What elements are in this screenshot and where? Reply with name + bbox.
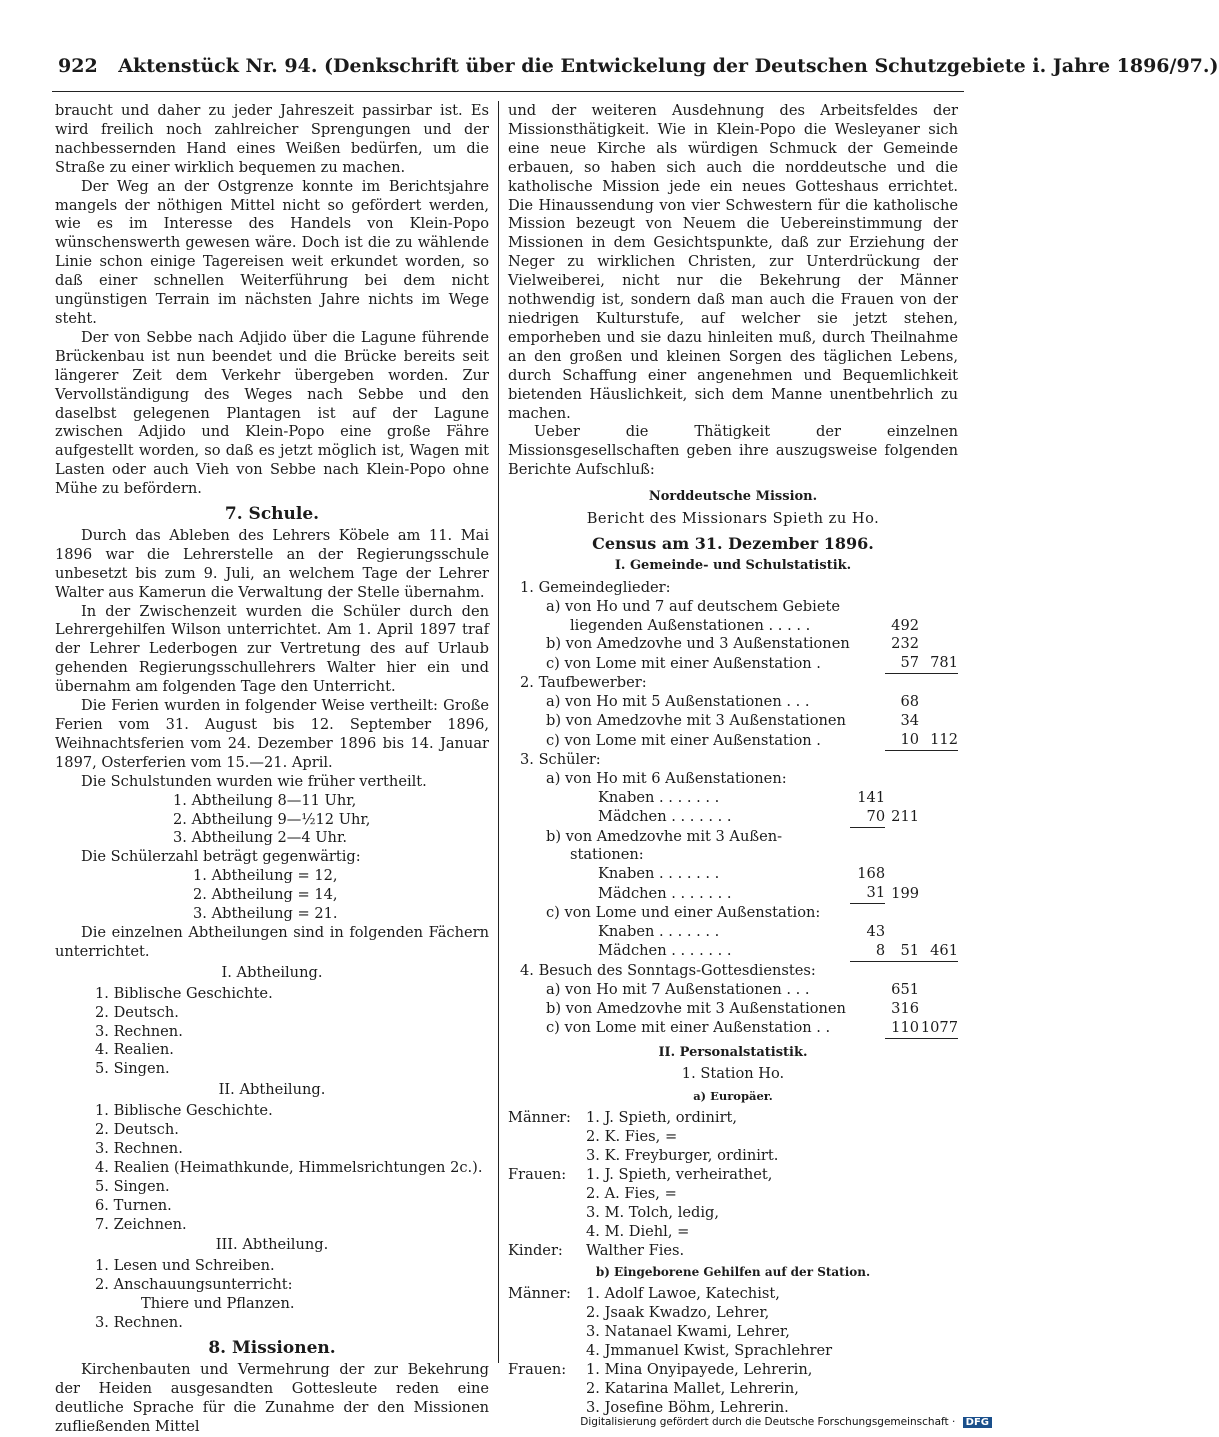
value-cell: 31 [850, 884, 885, 903]
schedule-list [55, 792, 489, 849]
row-label: c) von Lome mit einer Außenstation . [546, 731, 821, 749]
person-name: 2. K. Fies, = [586, 1128, 678, 1146]
table-row [508, 654, 958, 673]
list-item [508, 1128, 958, 1147]
table-row [508, 904, 958, 923]
list-item [508, 1361, 958, 1380]
row-label: liegenden Außenstationen . . . . . [570, 616, 811, 634]
student-count-list [55, 867, 489, 924]
station-heading: 1. Station Ho. [681, 1065, 785, 1083]
subject-list [55, 985, 489, 1080]
value-cell: 141 [857, 788, 886, 806]
table-row [508, 865, 958, 884]
table-row [508, 981, 958, 1000]
list-item [508, 1166, 958, 1185]
census-heading: Census am 31. Dezember 1896. [592, 533, 874, 553]
person-name: 1. Mina Onyipayede, Lehrerin, [586, 1361, 813, 1378]
section-heading-missionen: 8. Missionen. [208, 1338, 336, 1358]
row-label: Mädchen . . . . . . . [598, 884, 732, 902]
paragraph: In der Zwischenzeit wurden die Schüler durch den Lehrergehilfen Wilson unterrichtet. Am 1. April 1897 traf der Lehrer Lederbogen zur Vertretung des auf Urlaub gehenden Regierungsschullehrers Walter hier ein und übernahm am folgenden Tage den Unterricht. [55, 602, 489, 696]
role-label [508, 1399, 586, 1418]
table-row [508, 635, 958, 654]
role-label: Männer: [508, 1285, 571, 1303]
role-label [508, 1204, 586, 1223]
list-item: 7. Zeichnen. [95, 1215, 187, 1233]
list-item: 2. Abtheilung 9—½12 Uhr, [173, 810, 371, 828]
role-label: Kinder: [508, 1241, 563, 1259]
total-cell: 461 [919, 942, 958, 961]
row-label: b) von Amedzovhe mit 3 Außenstationen [546, 999, 846, 1017]
dfg-logo: DFG [963, 1417, 992, 1428]
value-cell: 316 [891, 999, 920, 1017]
person-name: 3. M. Tolch, ledig, [586, 1203, 719, 1221]
europeans-list [508, 1109, 958, 1260]
table-row [508, 1019, 958, 1038]
role-label [508, 1323, 586, 1342]
value-cell: 43 [866, 923, 886, 941]
table-row [508, 598, 958, 617]
person-name: 1. Adolf Lawoe, Katechist, [586, 1285, 780, 1303]
list-item [508, 1109, 958, 1128]
person-name: 4. M. Diehl, = [586, 1222, 690, 1240]
list-item: 5. Singen. [95, 1177, 170, 1195]
table-row [508, 942, 958, 961]
role-label [508, 1304, 586, 1323]
mission-heading: Norddeutsche Mission. [648, 489, 818, 505]
value-cell: 110 [885, 1019, 919, 1038]
person-name: 1. J. Spieth, ordinirt, [586, 1109, 738, 1127]
row-label: stationen: [570, 846, 644, 864]
column-divider [498, 101, 499, 1363]
value-cell: 51 [885, 942, 919, 961]
row-label: Mädchen . . . . . . . [598, 808, 732, 826]
table-row [508, 731, 958, 750]
list-item: 2. Deutsch. [95, 1003, 179, 1021]
person-name: 4. Jmmanuel Kwist, Sprachlehrer [586, 1342, 833, 1360]
group-title: 4. Besuch des Sonntags-Gottesdienstes: [520, 961, 816, 979]
table-row [508, 712, 958, 731]
paragraph: Der von Sebbe nach Adjido über die Lagune führende Brückenbau ist nun beendet und die Brücke bereits seit längerer Zeit dem Verkehr übergeben worden. Zur Vervollständigung des Weges nach Sebbe und den daselbst gelegenen Plantagen ist auf der Lagune zwischen Adjido und Klein-Popo eine große Fähre aufgestellt worden, so daß es jetzt möglich ist, Wagen mit Lasten oder auch Vieh von Sebbe nach Klein-Popo ohne Mühe zu befördern. [55, 328, 489, 498]
right-column [508, 102, 958, 1418]
group-title: 3. Schüler: [520, 750, 601, 768]
value-cell: 492 [891, 616, 920, 634]
subject-heading: II. Abtheilung. [218, 1081, 326, 1099]
assistants-list [508, 1285, 958, 1417]
list-item [508, 1342, 958, 1361]
page-number: 922 [58, 55, 98, 77]
table-row [508, 961, 958, 980]
paragraph: Die Ferien wurden in folgender Weise vertheilt: Große Ferien vom 31. August bis 12. September 1896, Weihnachtsferien vom 24. Dezember 1896 bis 14. Januar 1897, Osterferien vom 15.—21. April. [55, 697, 489, 771]
row-label: c) von Lome mit einer Außenstation . . [546, 1019, 831, 1037]
list-item: 2. Deutsch. [95, 1121, 179, 1139]
role-label [508, 1342, 586, 1361]
section-heading-schule: 7. Schule. [224, 504, 320, 525]
footer-text: Digitalisierung gefördert durch die Deutsche Forschungsgemeinschaft · [580, 1416, 956, 1428]
list-item: 2. Abtheilung = 14, [193, 886, 338, 904]
list-item: 4. Realien (Heimathkunde, Himmelsrichtungen 2c.). [95, 1158, 483, 1176]
value-cell [919, 617, 958, 636]
subject-heading: III. Abtheilung. [215, 1236, 329, 1254]
role-label: Frauen: [508, 1165, 567, 1183]
row-label: b) von Amedzovhe mit 3 Außen- [546, 827, 783, 845]
list-item [508, 1304, 958, 1323]
list-item: 1. Biblische Geschichte. [95, 984, 273, 1002]
list-item [508, 1380, 958, 1399]
list-item [508, 1323, 958, 1342]
person-name: 3. Natanael Kwami, Lehrer, [586, 1323, 790, 1341]
list-item [508, 1185, 958, 1204]
value-cell: 34 [900, 712, 920, 730]
page-header [58, 55, 1219, 89]
row-label: b) von Amedzovhe mit 3 Außenstationen [546, 712, 846, 730]
value-cell: 199 [891, 884, 920, 902]
value-cell [850, 617, 885, 636]
value-cell: 651 [891, 980, 920, 998]
list-item [508, 1242, 958, 1261]
table-row [508, 617, 958, 636]
table-row [508, 674, 958, 693]
list-item [508, 1204, 958, 1223]
digitization-footer [580, 1416, 992, 1428]
table-row [508, 750, 958, 769]
paragraph: Ueber die Thätigkeit der einzelnen Missionsgesellschaften geben ihre auszugsweise folgenden Berichte Aufschluß: [508, 423, 958, 479]
table-row [508, 846, 958, 865]
person-name: 3. K. Freyburger, ordinirt. [586, 1147, 779, 1165]
table-row [508, 1000, 958, 1019]
group-title: 2. Taufbewerber: [520, 674, 647, 692]
table-row [508, 808, 958, 827]
row-label: Knaben . . . . . . . [598, 923, 720, 941]
role-label [508, 1185, 586, 1204]
list-item: 6. Turnen. [95, 1196, 172, 1214]
list-item: 1. Abtheilung 8—11 Uhr, [173, 791, 357, 809]
role-label [508, 1380, 586, 1399]
left-column [55, 102, 489, 1437]
person-name: 2. Jsaak Kwadzo, Lehrer, [586, 1304, 770, 1322]
paragraph: Die einzelnen Abtheilungen sind in folgenden Fächern unterrichtet. [55, 923, 489, 960]
table-row [508, 827, 958, 846]
total-cell: 1077 [919, 1019, 958, 1038]
list-item [508, 1399, 958, 1418]
value-cell: 10 [885, 731, 919, 750]
role-label [508, 1223, 586, 1242]
table-row [508, 789, 958, 808]
row-label: b) von Amedzovhe und 3 Außenstationen [546, 635, 850, 653]
value-cell: 8 [850, 942, 885, 961]
list-item [508, 1147, 958, 1166]
value-cell: 211 [891, 808, 920, 826]
person-name: Walther Fies. [586, 1241, 685, 1259]
role-label: Männer: [508, 1109, 571, 1127]
statistics-heading: I. Gemeinde- und Schulstatistik. [614, 557, 852, 573]
paragraph: und der weiteren Ausdehnung des Arbeitsfeldes der Missionsthätigkeit. Wie in Klein-Popo die Wesleyaner sich eine neue Kirche als würdigen Schmuck der Gemeinde erbauen, so haben sich auch die norddeutsche und die katholische Mission jede ein neues Gotteshaus errichtet. Die Hinaussendung von vier Schwestern für die katholische Mission bezeugt von Neuem die Uebereinstimmung der Missionen in dem Gesichtspunkte, daß zur Erziehung der Neger zu wirklichen Christen, zur Unterdrückung der Vielweiberei, nicht nur die Bekehrung der Männer nothwendig ist, sondern daß man auch die Frauen von der niedrigen Kulturstufe, auf welcher sie jetzt stehen, emporheben und sie dazu hinleiten muß, durch Theilnahme an den großen und kleinen Sorgen des täglichen Lebens, durch Schaffung einer angenehmen und Bequemlichkeit bietenden Häuslichkeit, sich dem Manne unentbehrlich zu machen. [508, 102, 958, 422]
paragraph: Die Schulstunden wurden wie früher vertheilt. [81, 772, 427, 790]
role-label [508, 1128, 586, 1147]
row-label: a) von Ho mit 5 Außenstationen . . . [546, 693, 810, 711]
list-item [508, 1285, 958, 1304]
group-title: 1. Gemeindeglieder: [520, 578, 671, 596]
list-item [508, 1223, 958, 1242]
row-label: c) von Lome mit einer Außenstation . [546, 654, 821, 672]
row-label: a) von Ho mit 6 Außenstationen: [546, 769, 787, 787]
list-item: 1. Abtheilung = 12, [193, 867, 338, 885]
row-label: c) von Lome und einer Außenstation: [546, 904, 821, 922]
paragraph: Der Weg an der Ostgrenze konnte im Berichtsjahre mangels der nöthigen Mittel nicht so gefördert werden, wie es im Interesse des Handels von Klein-Popo wünschenswerth gewesen wäre. Doch ist die zu wählende Linie schon einige Tagereisen weit erkundet worden, so daß einer schnellen Weiterführung bei dem nicht ungünstigen Terrain im nächsten Jahre nichts im Wege steht. [55, 177, 489, 327]
row-label: a) von Ho mit 7 Außenstationen . . . [546, 980, 810, 998]
paragraph: Kirchenbauten und Vermehrung der zur Bekehrung der Heiden ausgesandten Gottesleute reden eine deutliche Sprache für die Zunahme der den Missionen zufließenden Mittel [55, 1360, 489, 1435]
table-row [508, 770, 958, 789]
subject-list [55, 1102, 489, 1234]
total-cell: 781 [919, 654, 958, 673]
total-cell: 112 [919, 731, 958, 750]
table-row [508, 579, 958, 598]
table-row [508, 693, 958, 712]
list-item: 3. Abtheilung 2—4 Uhr. [173, 829, 347, 847]
row-label: a) von Ho und 7 auf deutschem Gebiete [546, 597, 840, 615]
assistants-heading: b) Eingeborene Gehilfen auf der Station. [595, 1265, 871, 1280]
value-cell: 70 [850, 808, 885, 827]
list-item: 5. Singen. [95, 1060, 170, 1078]
paragraph: braucht und daher zu jeder Jahreszeit passirbar ist. Es wird freilich noch zahlreicher Sprengungen und der nachbessernden Hand eines Weißen bedürfen, um die Straße zu einer wirklich bequemen zu machen. [55, 102, 489, 176]
statistics-heading: II. Personalstatistik. [658, 1044, 808, 1060]
value-cell: 168 [857, 865, 886, 883]
census-table [508, 579, 958, 1039]
paragraph: Die Schülerzahl beträgt gegenwärtig: [81, 848, 361, 866]
row-label: Knaben . . . . . . . [598, 788, 720, 806]
subject-list [55, 1257, 489, 1333]
person-name: 3. Josefine Böhm, Lehrerin. [586, 1398, 789, 1416]
paragraph: Durch das Ableben des Lehrers Köbele am 11. Mai 1896 war die Lehrerstelle an der Regierungsschule unbesetzt bis zum 9. Juli, an welchem Tage der Lehrer Walter aus Kamerun die Verwaltung der Stelle übernahm. [55, 526, 489, 601]
list-item: 3. Rechnen. [95, 1022, 183, 1040]
header-rule [52, 91, 964, 92]
row-label: Mädchen . . . . . . . [598, 942, 732, 960]
person-name: 1. J. Spieth, verheirathet, [586, 1165, 773, 1183]
list-item: 3. Rechnen. [95, 1314, 183, 1332]
list-item: 2. Anschauungsunterricht: [95, 1276, 293, 1294]
europeans-heading: a) Europäer. [693, 1089, 773, 1104]
page-title: Aktenstück Nr. 94. (Denkschrift über die Entwickelung der Deutschen Schutzgebiete i. Jahre 1896/97.) [118, 55, 1219, 77]
person-name: 2. A. Fies, = [586, 1184, 677, 1202]
value-cell: 57 [885, 654, 919, 673]
role-label: Frauen: [508, 1361, 567, 1378]
list-item: 3. Rechnen. [95, 1139, 183, 1157]
table-row [508, 884, 958, 903]
list-item: Thiere und Pflanzen. [141, 1295, 295, 1313]
list-item: 4. Realien. [95, 1041, 174, 1059]
list-item: 1. Biblische Geschichte. [95, 1102, 273, 1120]
list-item: 3. Abtheilung = 21. [193, 905, 338, 923]
list-item: 1. Lesen und Schreiben. [95, 1257, 275, 1275]
report-byline: Bericht des Missionars Spieth zu Ho. [586, 510, 880, 528]
table-row [508, 923, 958, 942]
person-name: 2. Katarina Mallet, Lehrerin, [586, 1379, 799, 1397]
row-label: Knaben . . . . . . . [598, 865, 720, 883]
value-cell: 68 [900, 693, 920, 711]
value-cell: 232 [891, 635, 920, 653]
subject-heading: I. Abtheilung. [221, 963, 323, 981]
role-label [508, 1147, 586, 1166]
